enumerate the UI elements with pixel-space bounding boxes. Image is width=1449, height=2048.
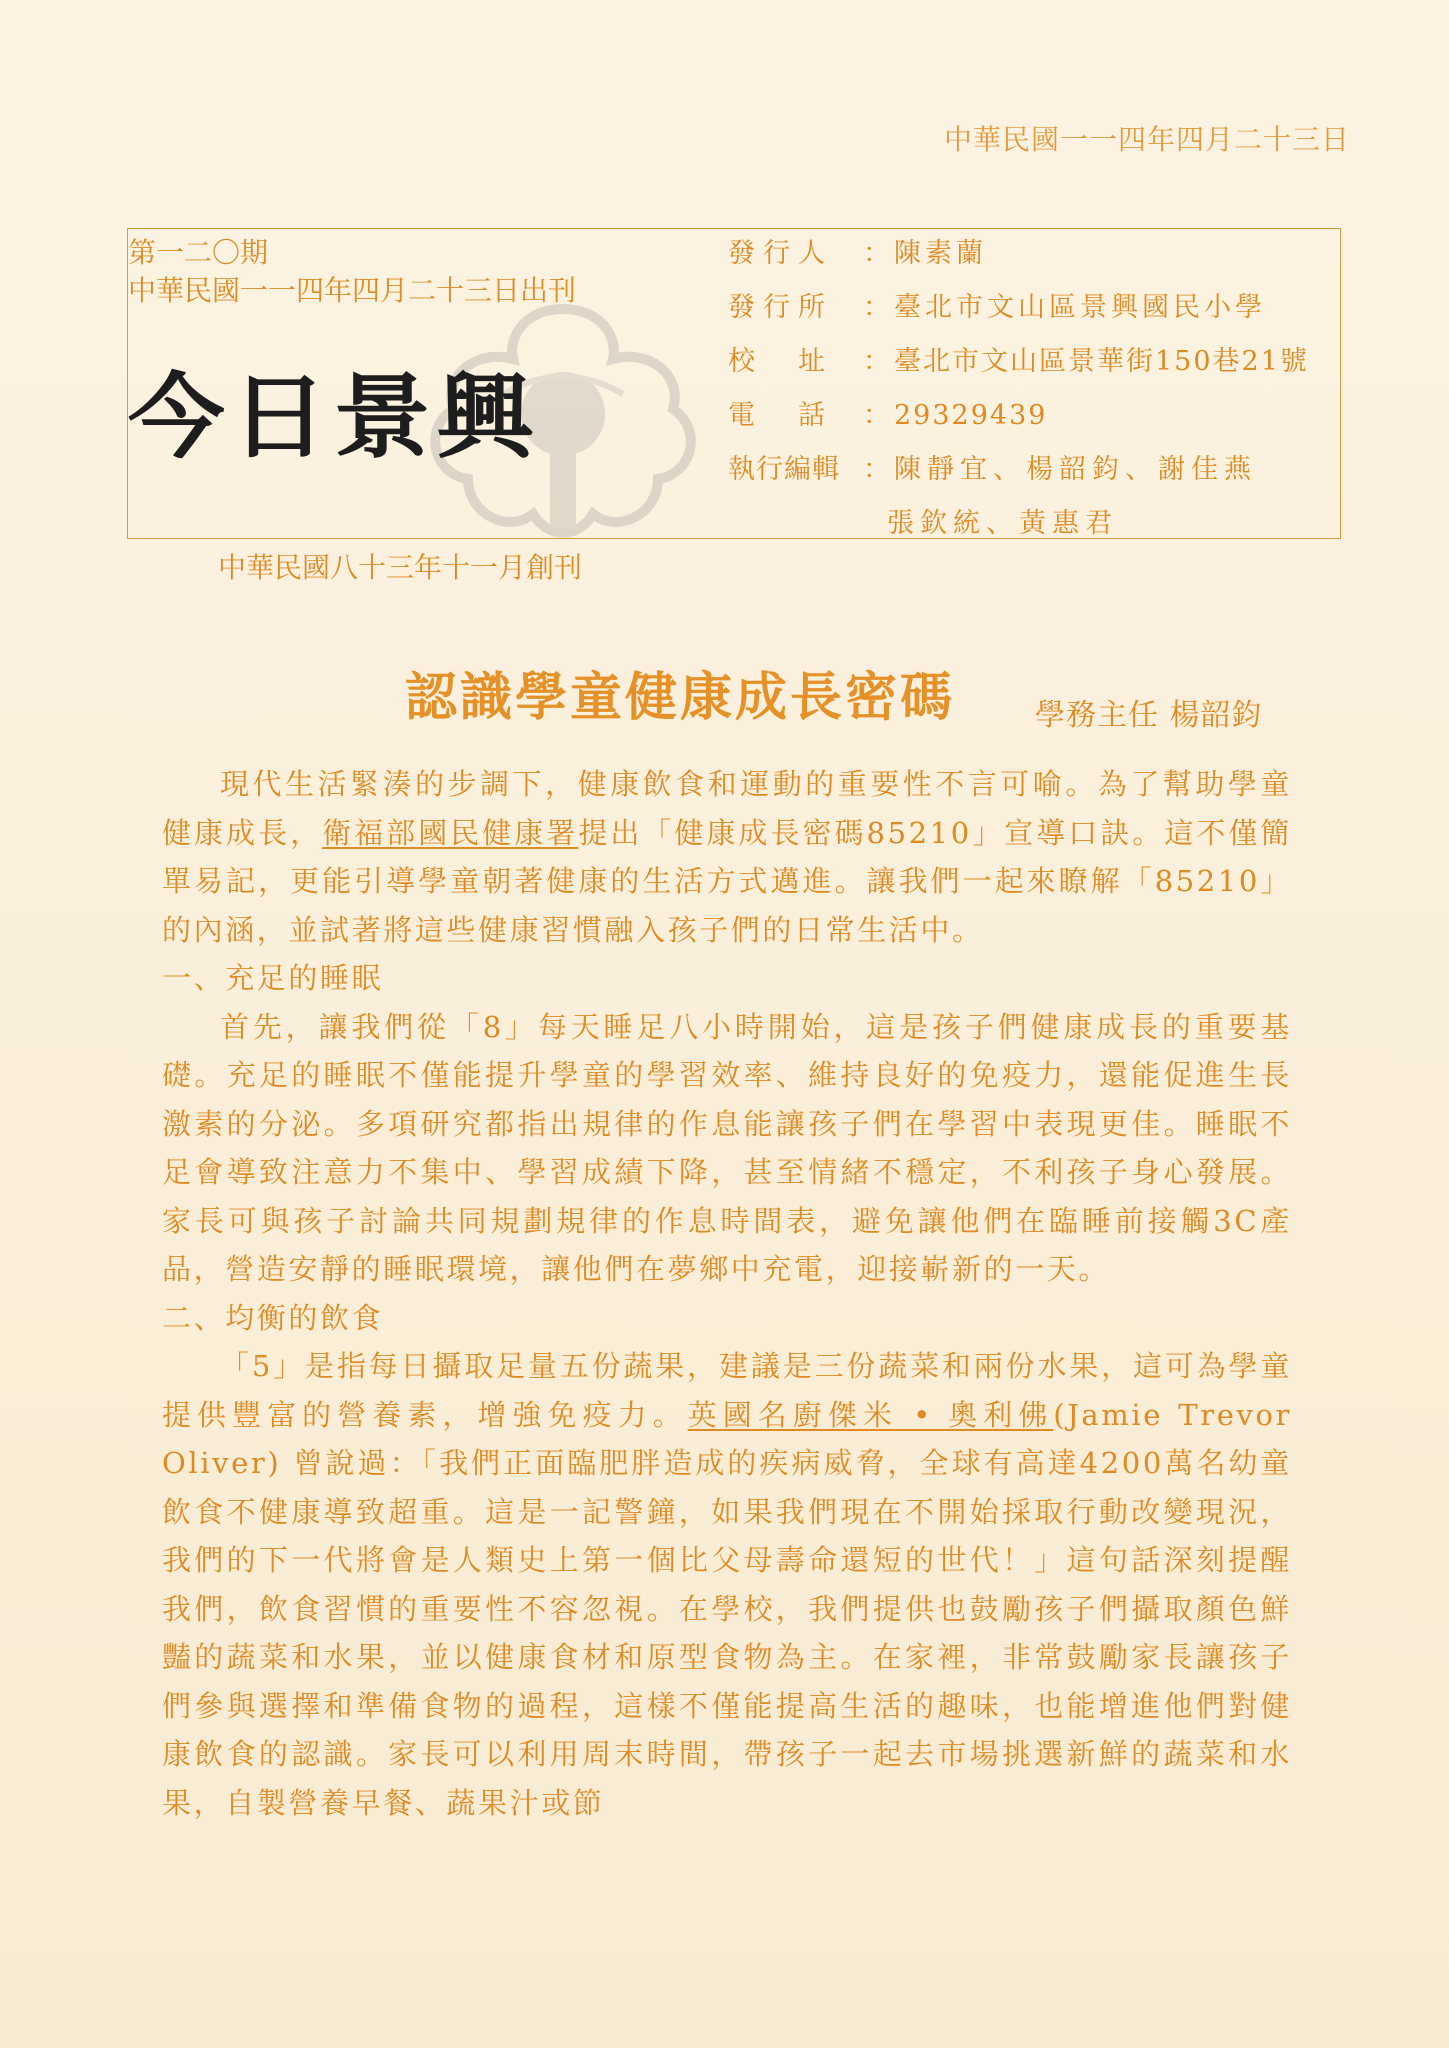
info-value: 陳靜宜、楊韶鈞、謝佳燕 bbox=[894, 454, 1257, 485]
info-row-editors-cont bbox=[887, 501, 1118, 540]
article-body bbox=[162, 760, 1292, 1827]
founded-date: 中華民國八十三年十一月創刊 bbox=[218, 551, 583, 584]
text-span: 現代生活緊湊的步調下，健康飲食和運動的重要性不言可喻。為了幫助學童健康成長， bbox=[162, 767, 1292, 850]
health-agency-link: 衛福部國民健康署 bbox=[322, 815, 579, 850]
info-value: 張欽統、黃惠君 bbox=[887, 508, 1118, 539]
issue-number: 第一二〇期 bbox=[128, 236, 269, 269]
info-row-editors: 執行編輯 ：陳靜宜、楊韶鈞、謝佳燕 bbox=[728, 447, 1257, 486]
paragraph-sleep: 首先，讓我們從「8」每天睡足八小時開始，這是孩子們健康成長的重要基礎。充足的睡眠不僅能提升學童的學習效率、維持良好的免疫力，還能促進生長激素的分泌。多項研究都指出規律的作息能讓孩子們在學習中表現更佳。睡眠不足會導致注意力不集中、學習成績下降，甚至情緒不穩定，不利孩子身心發展。家長可與孩子討論共同規劃規律的作息時間表，避免讓他們在臨睡前接觸3C產品，營造安靜的睡眠環境，讓他們在夢鄉中充電，迎接嶄新的一天。 bbox=[162, 1009, 1292, 1286]
paragraph-intro bbox=[162, 760, 1292, 954]
info-row-issuer: 發行所 ：臺北市文山區景興國民小學 bbox=[728, 285, 1266, 324]
newsletter-logo: 今日景興 bbox=[128, 364, 540, 471]
info-row-address: 校 址 ：臺北市文山區景華街150巷21號 bbox=[728, 339, 1309, 378]
info-label: 發行所 bbox=[728, 292, 833, 323]
info-value: 29329439 bbox=[894, 400, 1048, 431]
text-span: 「5」是指每日攝取足量五份蔬果，建議是三份蔬菜和兩份水果，這可為學童提供豐富的營養素，增強免疫力。 bbox=[162, 1349, 1292, 1432]
info-row-phone: 電 話 ：29329439 bbox=[728, 393, 1047, 432]
info-label: 執行編輯 bbox=[728, 454, 840, 485]
header-date: 中華民國一一四年四月二十三日 bbox=[943, 123, 1350, 156]
section-heading-diet: 二、均衡的飲食 bbox=[162, 1300, 384, 1335]
info-value: 陳素蘭 bbox=[894, 238, 987, 269]
paragraph-diet bbox=[162, 1342, 1292, 1827]
info-value: 臺北市文山區景興國民小學 bbox=[894, 292, 1266, 323]
info-label: 發行人 bbox=[728, 238, 833, 269]
section-heading-sleep: 一、充足的睡眠 bbox=[162, 961, 384, 995]
info-label: 電 話 bbox=[728, 400, 833, 431]
info-row-publisher: 發行人 ：陳素蘭 bbox=[728, 231, 987, 270]
chef-name-link: 英國名廚傑米 • 奧利佛 bbox=[687, 1397, 1054, 1432]
text-span: 提出「健康成長密碼85210」宣導口訣。這不僅簡單易記，更能引導學童朝著健康的生活方式邁進。讓我們一起來瞭解「85210」的內涵，並試著將這些健康習慣融入孩子們的日常生活中。 bbox=[162, 815, 1292, 947]
masthead-box bbox=[127, 228, 1341, 539]
publication-date: 中華民國一一四年四月二十三日出刊 bbox=[128, 274, 577, 307]
article-author: 學務主任 楊韶鈞 bbox=[1035, 698, 1263, 733]
article-title: 認識學童健康成長密碼 bbox=[405, 668, 956, 728]
info-value: 臺北市文山區景華街150巷21號 bbox=[894, 346, 1309, 377]
text-span: (Jamie Trevor Oliver) 曾說過：「我們正面臨肥胖造成的疾病威脅，全球有高達4200萬名幼童飲食不健康導致超重。這是一記警鐘，如果我們現在不開始採取行動改變現況，我們的下一代將會是人類史上第一個比父母壽命還短的世代！」這句話深刻提醒我們，飲食習慣的重要性不容忽視。在學校，我們提供也鼓勵孩子們攝取顏色鮮豔的蔬菜和水果，並以健康食材和原型食物為主。在家裡，非常鼓勵家長讓孩子們參與選擇和準備食物的過程，這樣不僅能提高生活的趣味，也能增進他們對健康飲食的認識。家長可以利用周末時間，帶孩子一起去市場挑選新鮮的蔬菜和水果，自製營養早餐、蔬果汁或節 bbox=[162, 1397, 1292, 1820]
info-label: 校 址 bbox=[728, 346, 833, 377]
